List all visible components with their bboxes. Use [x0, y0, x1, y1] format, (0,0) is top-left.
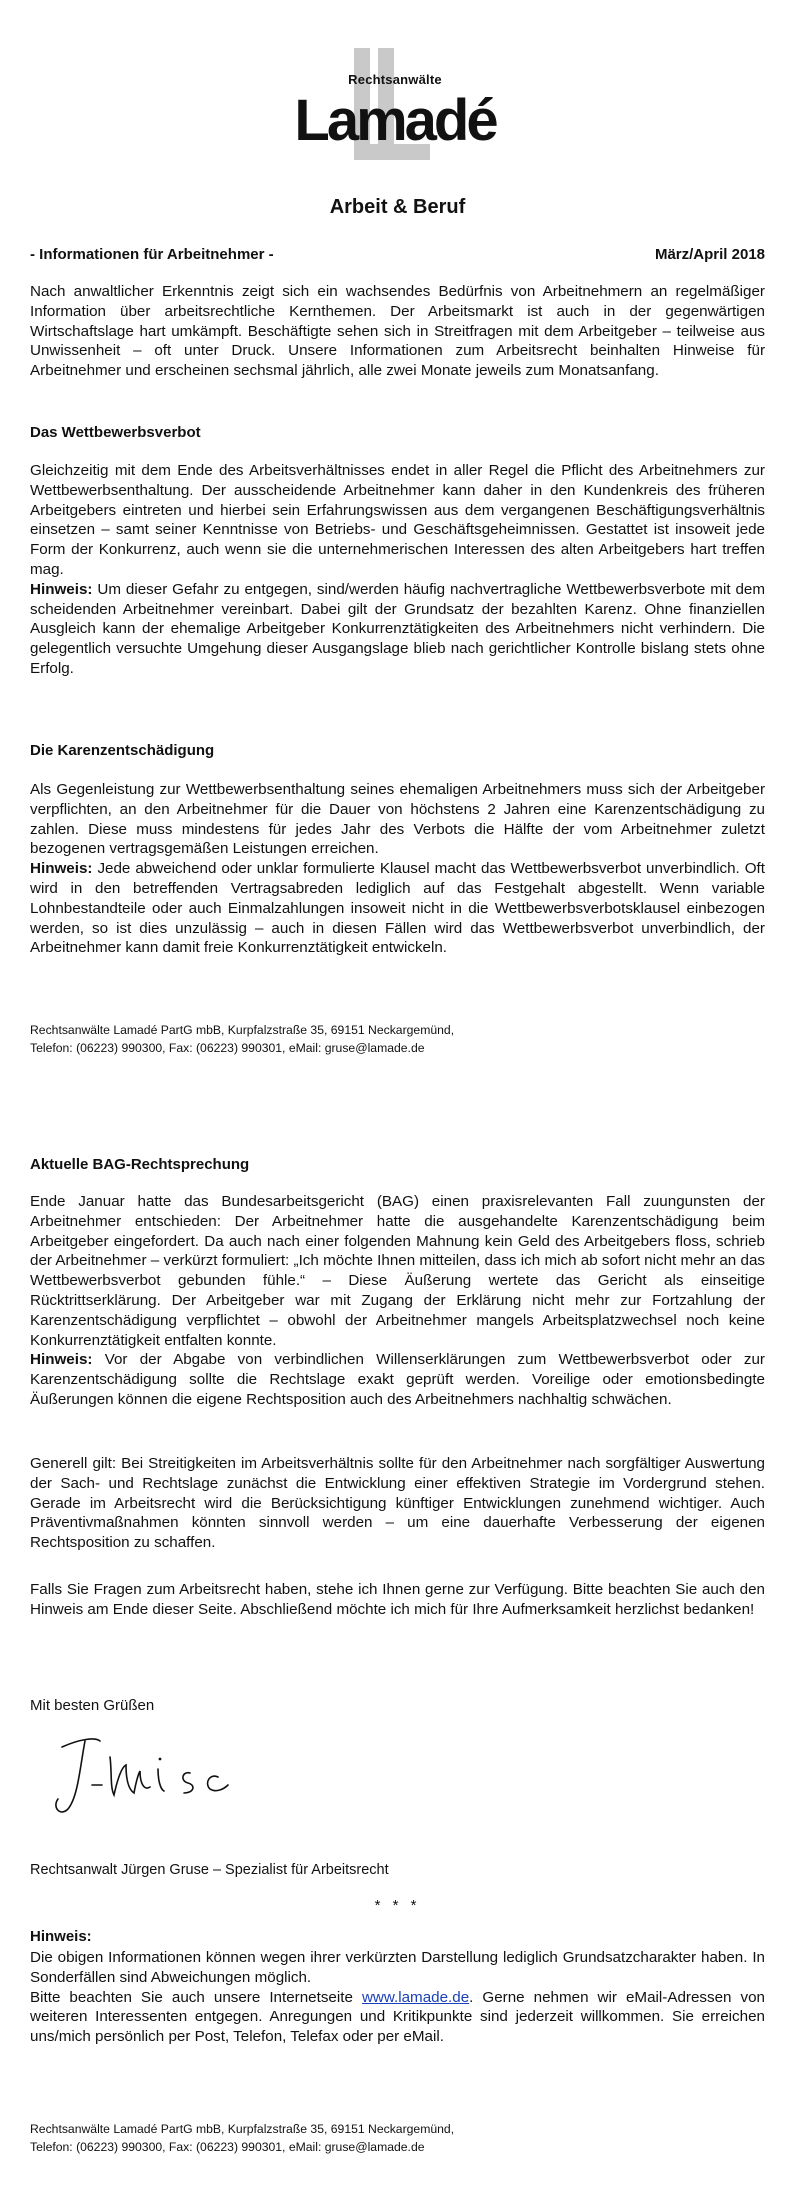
hint-text: Vor der Abgabe von verbindlichen Willenserklärungen zum Wettbewerbsverbot oder zur Karenzentschädigung sollte die Rechtslage exakt geprüft werden. Voreilige oder emotionsbedingte Äußerungen können die eigene Rechtsposition auch des Arbeitnehmers nachhaltig schwächen. [30, 1351, 765, 1408]
footer-address-line: Rechtsanwälte Lamadé PartG mbB, Kurpfalzstraße 35, 69151 Neckargemünd, [30, 2122, 455, 2136]
section-heading-karenzentschaedigung: Die Karenzentschädigung [30, 742, 215, 759]
note-text-1: Die obigen Informationen können wegen ihrer verkürzten Darstellung lediglich Grundsatzcharakter haben. In Sonderfällen sind Abweichungen möglich. [30, 1949, 765, 1986]
greeting: Mit besten Grüßen [30, 1697, 155, 1714]
section-body-bag [30, 1192, 765, 1410]
section-text: Als Gegenleistung zur Wettbewerbsenthaltung seines ehemaligen Arbeitnehmers muss sich der Arbeitgeber verpflichten, an den Arbeitnehmer für die Dauer von höchstens 2 Jahren eine Karenzentschädigung zu zahlen. Diese muss mindestens für jedes Jahr des Verbots die Hälfte der vom Arbeitnehmer zuletzt bezogenen vertragsgemäßen Leistungen erreichen. [30, 781, 765, 858]
section-body-karenzentschaedigung [30, 780, 765, 958]
intro-paragraph [30, 282, 765, 381]
general-paragraph [30, 1454, 765, 1553]
separator: * * * [374, 1897, 421, 1914]
hint-label: Hinweis: [30, 1351, 93, 1369]
author-line: Rechtsanwalt Jürgen Gruse – Spezialist für Arbeitsrecht [30, 1862, 389, 1878]
closing-text: Falls Sie Fragen zum Arbeitsrecht haben, stehe ich Ihnen gerne zur Verfügung. Bitte beachten Sie auch den Hinweis am Ende dieser Seite. Abschließend möchte ich mich für Ihre Aufmerksamkeit herzlichst bedanken! [30, 1581, 765, 1618]
page-title: Arbeit & Beruf [329, 196, 466, 218]
subtitle-audience: - Informationen für Arbeitnehmer - [30, 246, 274, 263]
hint-paragraph [30, 859, 765, 958]
footer-address-bottom [30, 2120, 765, 2156]
hint-paragraph [30, 580, 765, 679]
logo-small-text: Rechtsanwälte [348, 72, 442, 87]
issue-date: März/April 2018 [654, 246, 765, 263]
logo-big-text: Lamadé [294, 88, 496, 153]
svg-text:J. Gruse: J. Gruse [40, 1727, 44, 1728]
hint-paragraph [30, 1350, 765, 1409]
section-heading-bag: Aktuelle BAG-Rechtsprechung [30, 1156, 250, 1173]
section-body-wettbewerbsverbot [30, 461, 765, 679]
hint-label: Hinweis: [30, 860, 93, 878]
note-text-2-post: . Gerne nehmen wir eMail-Adressen von weiteren Interessenten entgegen. Anregungen und Kritikpunkte sind jederzeit willkommen. Sie erreichen uns/mich persönlich per Post, Telefon, Telefax oder per eMail. [30, 1988, 765, 2046]
section-heading-wettbewerbsverbot: Das Wettbewerbsverbot [30, 424, 201, 441]
closing-paragraph [30, 1580, 765, 1620]
hint-label: Hinweis: [30, 580, 93, 598]
company-logo [270, 30, 520, 160]
intro-text: Nach anwaltlicher Erkenntnis zeigt sich ein wachsendes Bedürfnis von Arbeitnehmern an regelmäßiger Information über arbeitsrechtliche Kernthemen. Der Arbeitsmarkt ist auch in der gegenwärtigen Wirtschaftslage hart umkämpft. Beschäftigte sehen sich in Streitfragen mit dem Arbeitgeber – teilweise aus Unwissenheit – oft unter Druck. Unsere Informationen zum Arbeitsrecht beinhalten Hinweise für Arbeitnehmer und erscheinen sechsmal jährlich, alle zwei Monate jeweils zum Monatsanfang. [30, 283, 765, 380]
note-heading: Hinweis: [30, 1928, 92, 1945]
hint-text: Jede abweichend oder unklar formulierte Klausel macht das Wettbewerbsverbot unverbindlich. Oft wird in den betreffenden Vertragsabreden lediglich auf das Festgehalt abgestellt. Wenn variable Lohnbestandteile oder auch Einmalzahlungen insoweit nicht in die Wettbewerbsverbotsklausel einbezogen werden, so ist dies unzulässig – auch in diesen Fällen wird das Wettbewerbsverbot unverbindlich, der Arbeitnehmer kann damit freie Konkurrenztätigkeit entwickeln. [30, 860, 765, 957]
subtitle-line [30, 246, 765, 263]
handwritten-signature [40, 1727, 250, 1817]
website-link[interactable]: www.lamade.de [361, 1988, 470, 2006]
note-text-2-pre: Bitte beachten Sie auch unsere Internetseite [30, 1988, 362, 2006]
section-text: Gleichzeitig mit dem Ende des Arbeitsverhältnisses endet in aller Regel die Pflicht des Arbeitnehmers zur Wettbewerbsenthaltung. Der ausscheidende Arbeitnehmer kann daher in den Kundenkreis des früheren Arbeitgebers eintreten und hierbei sein Erfahrungswissen aus dem vergangenen Beschäftigungsverhältnis einsetzen – samt seiner Kenntnisse von Betriebs- und Geschäftsgeheimnissen. Gestattet ist insoweit jede Form der Konkurrenz, auch wenn sie die unternehmerischen Interessen des alten Arbeitgebers hart treffen mag. [30, 462, 765, 578]
footer-contact-line: Telefon: (06223) 990300, Fax: (06223) 990301, eMail: gruse@lamade.de [30, 2140, 425, 2154]
footer-address-line: Rechtsanwälte Lamadé PartG mbB, Kurpfalzstraße 35, 69151 Neckargemünd, [30, 1023, 455, 1037]
note-text-2 [30, 1988, 765, 2047]
general-text: Generell gilt: Bei Streitigkeiten im Arbeitsverhältnis sollte für den Arbeitnehmer nach sorgfältiger Auswertung der Sach- und Rechtslage zunächst die Entwicklung einer effektiven Strategie im Vordergrund stehen. Gerade im Arbeitsrecht wird die Berücksichtigung künftiger Entwicklungen zunehmend wichtiger. Auch Präventivmaßnahmen könnten sinnvoll werden – um eine dauerhafte Verbesserung der eigenen Rechtsposition zu schaffen. [30, 1455, 765, 1552]
hint-text: Um dieser Gefahr zu entgegen, sind/werden häufig nachvertragliche Wettbewerbsverbote mit dem scheidenden Arbeitnehmer vereinbart. Dabei gilt der Grundsatz der bezahlten Karenz. Ohne finanziellen Ausgleich kann der ehemalige Arbeitgeber Konkurrenztätigkeiten des Arbeitnehmers nicht verhindern. Die gelegentlich versuchte Umgehung dieser Ausgangslage blieb nach gerichtlicher Kontrolle bislang stets ohne Erfolg. [30, 580, 765, 677]
section-text: Ende Januar hatte das Bundesarbeitsgericht (BAG) einen praxisrelevanten Fall zuungunsten der Arbeitnehmer entschieden: Der Arbeitnehmer hatte die ausgehandelte Karenzentschädigung beim Arbeitgeber eingefordert. Da auch nach einer folgenden Mahnung kein Geld des Arbeitgebers floss, schrieb der Arbeitnehmer – verkürzt formuliert: „Ich möchte Ihnen mitteilen, dass ich mich ab sofort nicht mehr an das Wettbewerbsverbot gebunden fühle.“ – Diese Äußerung wertete das Gericht als einseitige Rücktrittserklärung. Der Arbeitgeber war mit Zugang der Erklärung nicht mehr zur Fortzahlung der Karenzentschädigung verpflichtet – obwohl der Arbeitnehmer mangels Arbeitsplatzwechsel noch keine Konkurrenztätigkeit entfalten konnte. [30, 1193, 765, 1349]
footer-contact-line: Telefon: (06223) 990300, Fax: (06223) 990301, eMail: gruse@lamade.de [30, 1041, 425, 1055]
note-body [30, 1948, 765, 2047]
footer-address-top [30, 1021, 765, 1057]
